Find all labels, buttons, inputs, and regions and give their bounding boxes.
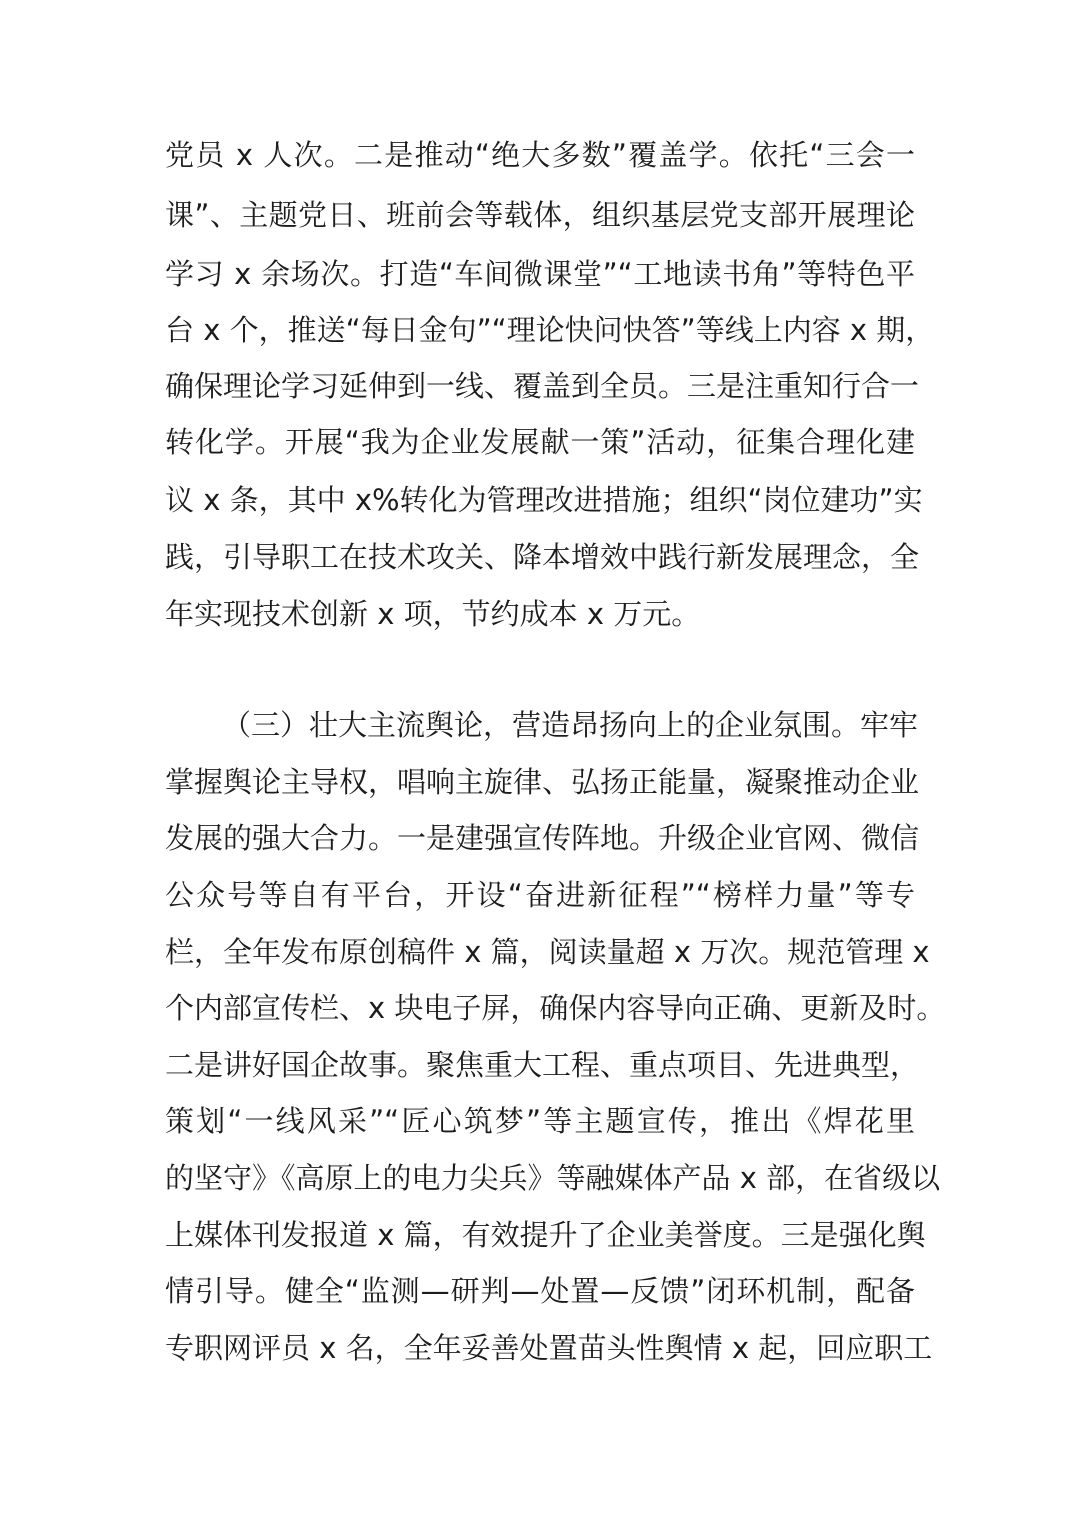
text-line: 情引导。健全“监测—研判—处置—反馈”闭环机制，配备 <box>165 1274 915 1308</box>
text-line: 专职网评员 x 名，全年妥善处置苗头性舆情 x 起，回应职工 <box>165 1331 933 1365</box>
text-line: 掌握舆论主导权，唱响主旋律、弘扬正能量，凝聚推动企业 <box>165 765 920 799</box>
text-line: 栏，全年发布原创稿件 x 篇，阅读量超 x 万次。规范管理 x <box>165 935 930 969</box>
text-line: 年实现技术创新 x 项，节约成本 x 万元。 <box>165 597 701 631</box>
text-line: 确保理论学习延伸到一线、覆盖到全员。三是注重知行合一 <box>165 369 920 403</box>
text-line: 转化学。开展“我为企业发展献一策”活动，征集合理化建 <box>165 425 915 459</box>
text-line: 议 x 条，其中 x%转化为管理改进措施；组织“岗位建功”实 <box>165 483 923 517</box>
text-line: 践，引导职工在技术攻关、降本增效中践行新发展理念，全 <box>165 540 920 574</box>
text-line: 发展的强大合力。一是建强宣传阵地。升级企业官网、微信 <box>165 821 920 855</box>
text-line: 个内部宣传栏、x 块电子屏，确保内容导向正确、更新及时。 <box>165 991 946 1025</box>
text-line: 台 x 个，推送“每日金句”“理论快问快答”等线上内容 x 期， <box>165 313 935 347</box>
text-line: 党员 x 人次。二是推动“绝大多数”覆盖学。依托“三会一 <box>165 138 915 172</box>
section-heading-line: （三）壮大主流舆论，营造昂扬向上的企业氛围。牢牢 <box>222 708 919 742</box>
text-line: 公众号等自有平台，开设“奋进新征程”“榜样力量”等专 <box>165 878 915 912</box>
text-line: 课”、主题党日、班前会等载体，组织基层党支部开展理论 <box>165 198 915 232</box>
text-line: 二是讲好国企故事。聚焦重大工程、重点项目、先进典型， <box>165 1048 920 1082</box>
text-line: 上媒体刊发报道 x 篇，有效提升了企业美誉度。三是强化舆 <box>165 1218 926 1252</box>
text-line: 的坚守》《高原上的电力尖兵》等融媒体产品 x 部，在省级以 <box>165 1161 941 1195</box>
text-line: 策划“一线风采”“匠心筑梦”等主题宣传，推出《焊花里 <box>165 1104 915 1138</box>
text-line: 学习 x 余场次。打造“车间微课堂”“工地读书角”等特色平 <box>165 257 915 291</box>
